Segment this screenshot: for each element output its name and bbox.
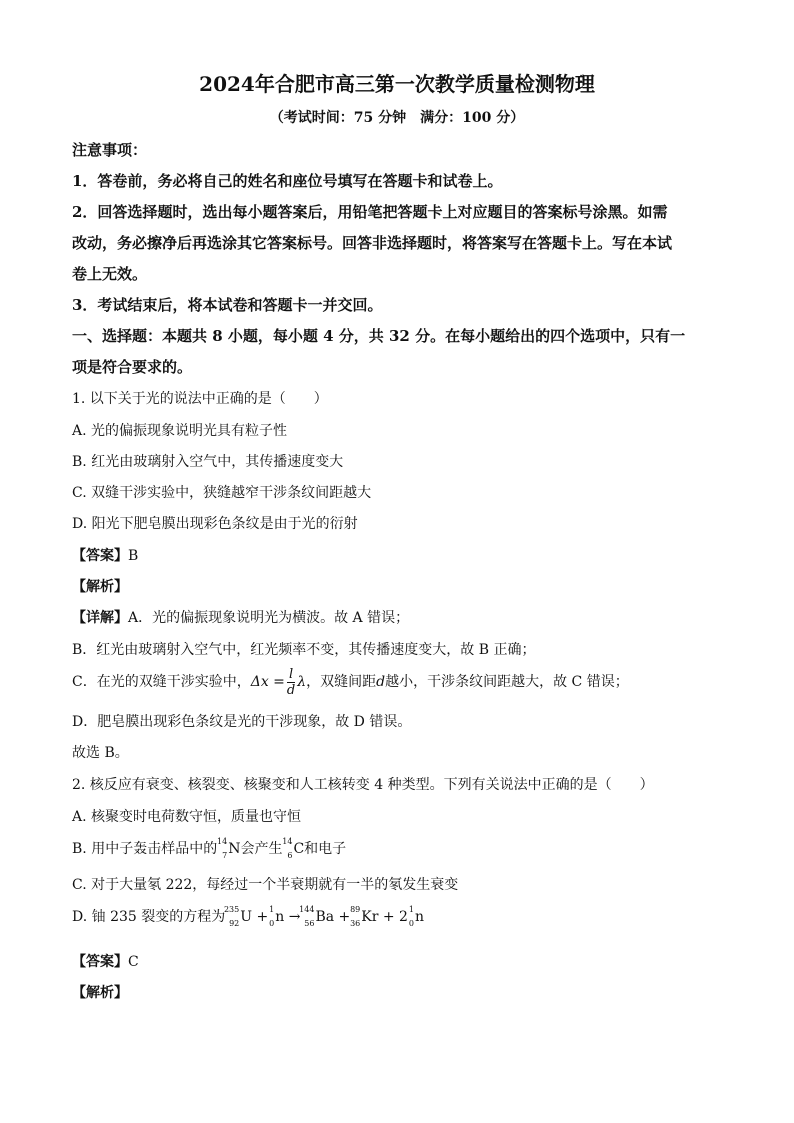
atomic-number: 92 (229, 919, 240, 928)
mass-number: 144 (299, 905, 315, 914)
analysis-label: 【解析】 (72, 579, 128, 595)
mass-number: 14 (282, 837, 293, 846)
detail-c-post: 越小，干涉条纹间距越大，故 C 错误； (385, 674, 629, 690)
note-2-line-3: 卷上无效。 (72, 265, 148, 283)
section-heading-line-2: 项是符合要求的。 (72, 358, 193, 376)
formula-lhs: Δx = (250, 674, 285, 690)
question-2-option-d (72, 904, 424, 930)
answer-value: B (128, 548, 139, 564)
detail-c-mid: ，双缝间距 (306, 674, 377, 690)
question-1-detail-b: B．红光由玻璃射入空气中，红光频率不变，其传播速度变大，故 B 正确； (72, 642, 536, 658)
question-1-answer (72, 546, 138, 566)
element-symbol: C (293, 841, 305, 857)
answer-label: 【答案】 (72, 954, 128, 970)
mass-number: 1 (408, 905, 414, 914)
question-1-option-d: D. 阳光下肥皂膜出现彩色条纹是由于光的衍射 (72, 516, 358, 532)
question-1-option-b: B. 红光由玻璃射入空气中，其传播速度变大 (72, 454, 344, 470)
atomic-number: 36 (350, 919, 361, 928)
neutron (408, 906, 414, 928)
question-2-option-a: A. 核聚变时电荷数守恒，质量也守恒 (72, 809, 302, 825)
exam-info: （考试时间：75 分钟 满分：100 分） (269, 110, 525, 126)
section-heading-line-1: 一、选择题：本题共 8 小题，每小题 4 分，共 32 分。在每小题给出的四个选项中，只有一 (72, 327, 686, 345)
detail-c-var: d (376, 674, 386, 690)
note-2-line-1: 2．回答选择题时，选出每小题答案后，用铅笔把答题卡上对应题目的答案标号涂黑。如需 (72, 203, 668, 221)
formula-fraction (287, 667, 295, 698)
atomic-number: 0 (269, 919, 275, 928)
nitrogen-isotope (217, 838, 227, 860)
question-1-detail-c (72, 666, 629, 698)
mass-number: 235 (223, 905, 240, 914)
mass-number: 89 (350, 905, 361, 914)
atomic-number: 0 (408, 919, 414, 928)
element-symbol: n → (275, 909, 301, 925)
option-d-pre: D. 铀 235 裂变的方程为 (72, 909, 226, 925)
element-symbol: Ba + (315, 909, 351, 925)
element-symbol: Kr + 2 (361, 909, 408, 925)
mass-number: 1 (269, 905, 275, 914)
element-symbol: N (228, 841, 241, 857)
mass-number: 14 (217, 837, 228, 846)
neutron (268, 906, 274, 928)
detail-c-pre: C．在光的双缝干涉实验中， (72, 674, 251, 690)
fraction-denominator: d (286, 682, 296, 698)
question-2-stem: 2. 核反应有衰变、核裂变、核聚变和人工核转变 4 种类型。下列有关说法中正确的是（ ） (72, 777, 654, 793)
element-symbol: U + (240, 909, 269, 925)
question-1-detail-a (72, 608, 409, 628)
barium-isotope (300, 906, 314, 928)
question-1-conclusion: 故选 B。 (72, 745, 129, 761)
detail-a-text: A．光的偏振现象说明光为横波。故 A 错误； (128, 610, 410, 626)
krypton-isotope (350, 906, 360, 928)
question-2-analysis-label (72, 983, 128, 1003)
detail-label: 【详解】 (72, 610, 128, 626)
note-1: 1．答卷前，务必将自己的姓名和座位号填写在答题卡和试卷上。 (72, 172, 503, 190)
page-title: 2024年合肥市高三第一次教学质量检测物理 (199, 72, 595, 96)
question-1-stem: 1. 以下关于光的说法中正确的是（ ） (72, 391, 328, 407)
option-b-pre: B. 用中子轰击样品中的 (72, 841, 218, 857)
question-1-option-c: C. 双缝干涉实验中，狭缝越窄干涉条纹间距越大 (72, 485, 372, 501)
question-1-detail-d: D．肥皂膜出现彩色条纹是光的干涉现象，故 D 错误。 (72, 714, 412, 730)
question-2-answer (72, 952, 139, 972)
notes-heading: 注意事项： (72, 141, 148, 159)
answer-label: 【答案】 (72, 548, 128, 564)
atomic-number: 7 (222, 851, 228, 860)
fraction-numerator: l (287, 667, 295, 683)
option-b-post: 和电子 (304, 841, 347, 857)
question-2-option-b (72, 836, 346, 862)
note-2-line-2: 改动，务必擦净后再选涂其它答案标号。回答非选择题时，将答案写在答题卡上。写在本试 (72, 234, 673, 252)
element-symbol: n (414, 909, 424, 925)
question-1-analysis-label (72, 577, 128, 597)
atomic-number: 6 (287, 851, 293, 860)
uranium-isotope (225, 906, 239, 928)
answer-value: C (128, 954, 139, 970)
question-2-option-c: C. 对于大量氡 222，每经过一个半衰期就有一半的氡发生衰变 (72, 877, 459, 893)
atomic-number: 56 (304, 919, 315, 928)
analysis-label: 【解析】 (72, 985, 128, 1001)
carbon-isotope (282, 838, 292, 860)
formula-lambda: λ (297, 674, 307, 690)
question-1-option-a: A. 光的偏振现象说明光具有粒子性 (72, 423, 288, 439)
note-3: 3．考试结束后，将本试卷和答题卡一并交回。 (72, 296, 383, 314)
option-b-mid: 会产生 (240, 841, 283, 857)
